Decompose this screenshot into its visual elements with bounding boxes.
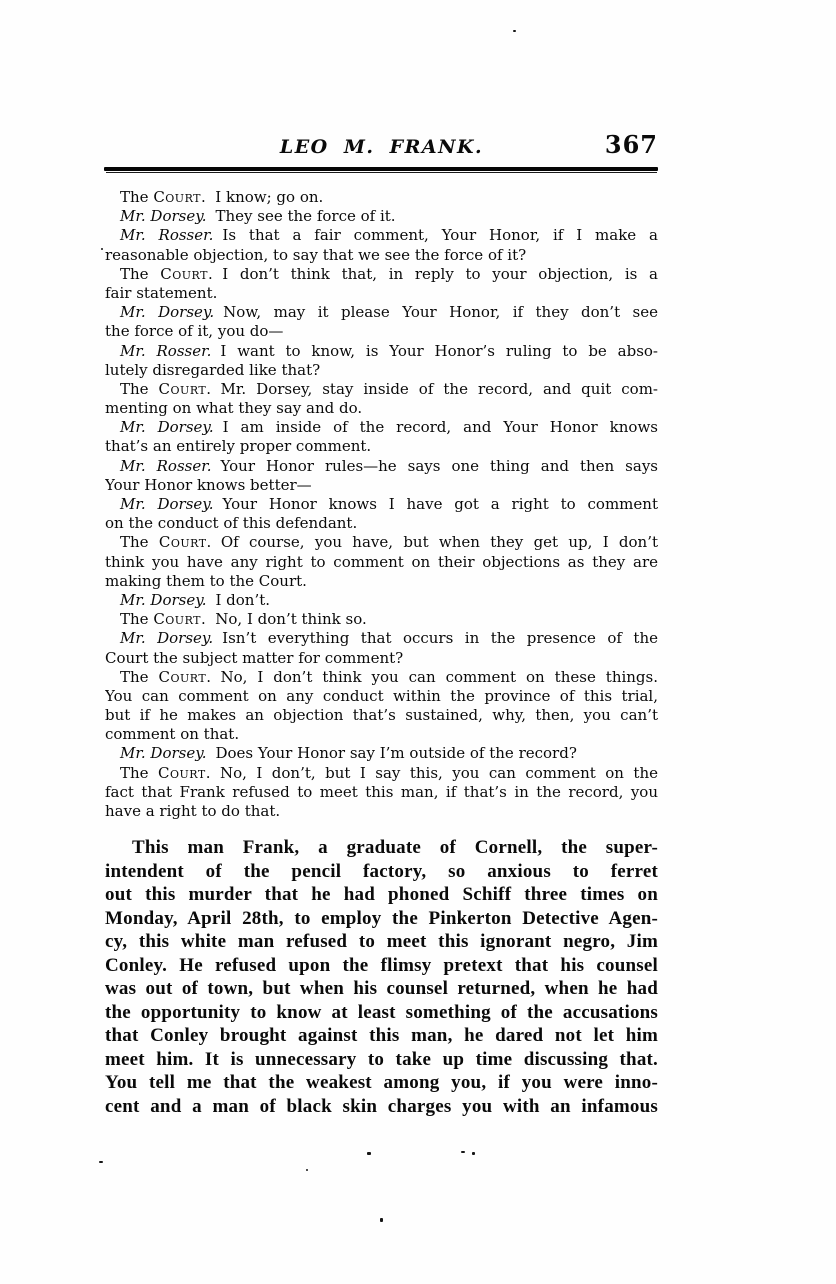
speaker-name: Mr. Dorsey. [120, 590, 207, 609]
argument-line: This man Frank, a graduate of Cornell, the super- [132, 837, 658, 858]
closing-argument-paragraph [105, 836, 658, 1118]
ink-speck [306, 1169, 308, 1171]
court-transcript [105, 188, 658, 821]
speaker-name: The Court. [120, 188, 207, 206]
transcript-line: Mr. Dorsey. They see the force of it. [120, 207, 396, 226]
transcript-line: but if he makes an objection that’s sustained, why, then, you can’t [105, 706, 658, 725]
argument-line: Conley. He refused upon the flimsy pretext that his counsel [105, 954, 658, 976]
speaker-name: Mr. Dorsey. [120, 418, 214, 437]
transcript-line: Mr. Dorsey. Isn’t everything that occurs in the presence of the [120, 629, 658, 648]
header-rule [104, 167, 658, 171]
transcript-line: The Court. Mr. Dorsey, stay inside of the record, and quit com- [120, 379, 658, 398]
transcript-line: fair statement. [105, 283, 218, 302]
transcript-line: Court the subject matter for comment? [105, 648, 404, 667]
ink-speck [472, 1152, 475, 1155]
transcript-line: Mr. Rosser. Your Honor rules—he says one thing and then says [120, 456, 658, 475]
transcript-line: Your Honor knows better— [105, 475, 312, 494]
transcript-line: have a right to do that. [105, 802, 281, 820]
speaker-name: The Court. [120, 763, 211, 782]
transcript-line: Mr. Rosser. I want to know, is Your Honor’s ruling to be abso- [120, 341, 658, 360]
speaker-name: Mr. Dorsey. [120, 207, 207, 226]
transcript-line: lutely disregarded like that? [105, 360, 321, 379]
transcript-line: Mr. Dorsey. Now, may it please Your Honor, if they don’t see [120, 303, 658, 322]
transcript-line: The Court. No, I don’t, but I say this, you can comment on the [120, 763, 658, 782]
transcript-line: Mr. Rosser. Is that a fair comment, Your Honor, if I make a [120, 226, 658, 245]
transcript-line: Mr. Dorsey. I don’t. [120, 590, 271, 609]
transcript-line: menting on what they say and do. [105, 399, 363, 418]
argument-line: that Conley brought against this man, he dared not let him [105, 1025, 658, 1046]
ink-speck [101, 248, 103, 250]
argument-line: meet him. It is unnecessary to take up time discussing that. [105, 1048, 658, 1070]
speaker-name: Mr. Dorsey. [120, 744, 207, 763]
transcript-line: fact that Frank refused to meet this man, if that’s in the record, you [105, 782, 658, 801]
transcript-line: Mr. Dorsey. Does Your Honor say I’m outside of the record? [120, 744, 577, 763]
argument-line: the opportunity to know at least something of the accusations [105, 1001, 658, 1023]
speaker-name: The Court. [120, 533, 212, 552]
speaker-name: Mr. Dorsey. [120, 629, 214, 648]
speaker-name: The Court. [120, 379, 212, 398]
speaker-name: Mr. Rosser. [120, 456, 212, 475]
transcript-line: making them to the Court. [105, 571, 307, 590]
transcript-line: comment on that. [105, 725, 240, 744]
transcript-line: the force of it, you do— [105, 322, 284, 341]
ink-speck [513, 30, 516, 32]
speaker-name: Mr. Rosser. [120, 341, 212, 360]
transcript-line: The Court. Of course, you have, but when they get up, I don’t [120, 533, 658, 552]
ink-speck [380, 1218, 383, 1222]
argument-line: was out of town, but when his counsel returned, when he had [105, 978, 658, 999]
page-number: 367 [604, 130, 658, 159]
transcript-line: You can comment on any conduct within the province of this trial, [105, 686, 658, 705]
argument-line: cent and a man of black skin charges you with an infamous [105, 1095, 658, 1117]
argument-line: out this murder that he had phoned Schiff three times on [105, 884, 658, 905]
transcript-line: that’s an entirely proper comment. [105, 437, 372, 456]
ink-speck [461, 1151, 465, 1153]
argument-line: cy, this white man refused to meet this ignorant negro, Jim [105, 931, 658, 952]
speaker-name: The Court. [120, 610, 207, 629]
transcript-line: Mr. Dorsey. I am inside of the record, and Your Honor knows [120, 418, 658, 437]
transcript-line: The Court. I know; go on. [120, 188, 324, 206]
transcript-line: think you have any right to comment on their objections as they are [105, 552, 658, 571]
transcript-line: reasonable objection, to say that we see the force of it? [105, 245, 527, 264]
speaker-name: The Court. [120, 667, 212, 686]
running-header-title: LEO M. FRANK. [279, 136, 484, 158]
argument-line: You tell me that the weakest among you, if you were inno- [105, 1072, 658, 1093]
ink-speck [367, 1152, 371, 1155]
argument-line: Monday, April 28th, to employ the Pinkerton Detective Agen- [105, 907, 658, 929]
transcript-line: The Court. No, I don’t think you can comment on these things. [120, 667, 658, 686]
argument-line: intendent of the pencil factory, so anxious to ferret [105, 860, 658, 882]
speaker-name: The Court. [120, 264, 214, 283]
speaker-name: Mr. Dorsey. [120, 303, 215, 322]
ink-speck [99, 1161, 103, 1163]
speaker-name: Mr. Rosser. [120, 226, 214, 245]
transcript-line: The Court. I don’t think that, in reply to your objection, is a [120, 264, 658, 283]
speaker-name: Mr. Dorsey. [120, 495, 214, 513]
transcript-line: Mr. Dorsey. Your Honor knows I have got a right to comment [120, 495, 658, 513]
transcript-line: on the conduct of this defendant. [105, 514, 358, 533]
transcript-line: The Court. No, I don’t think so. [120, 610, 367, 629]
